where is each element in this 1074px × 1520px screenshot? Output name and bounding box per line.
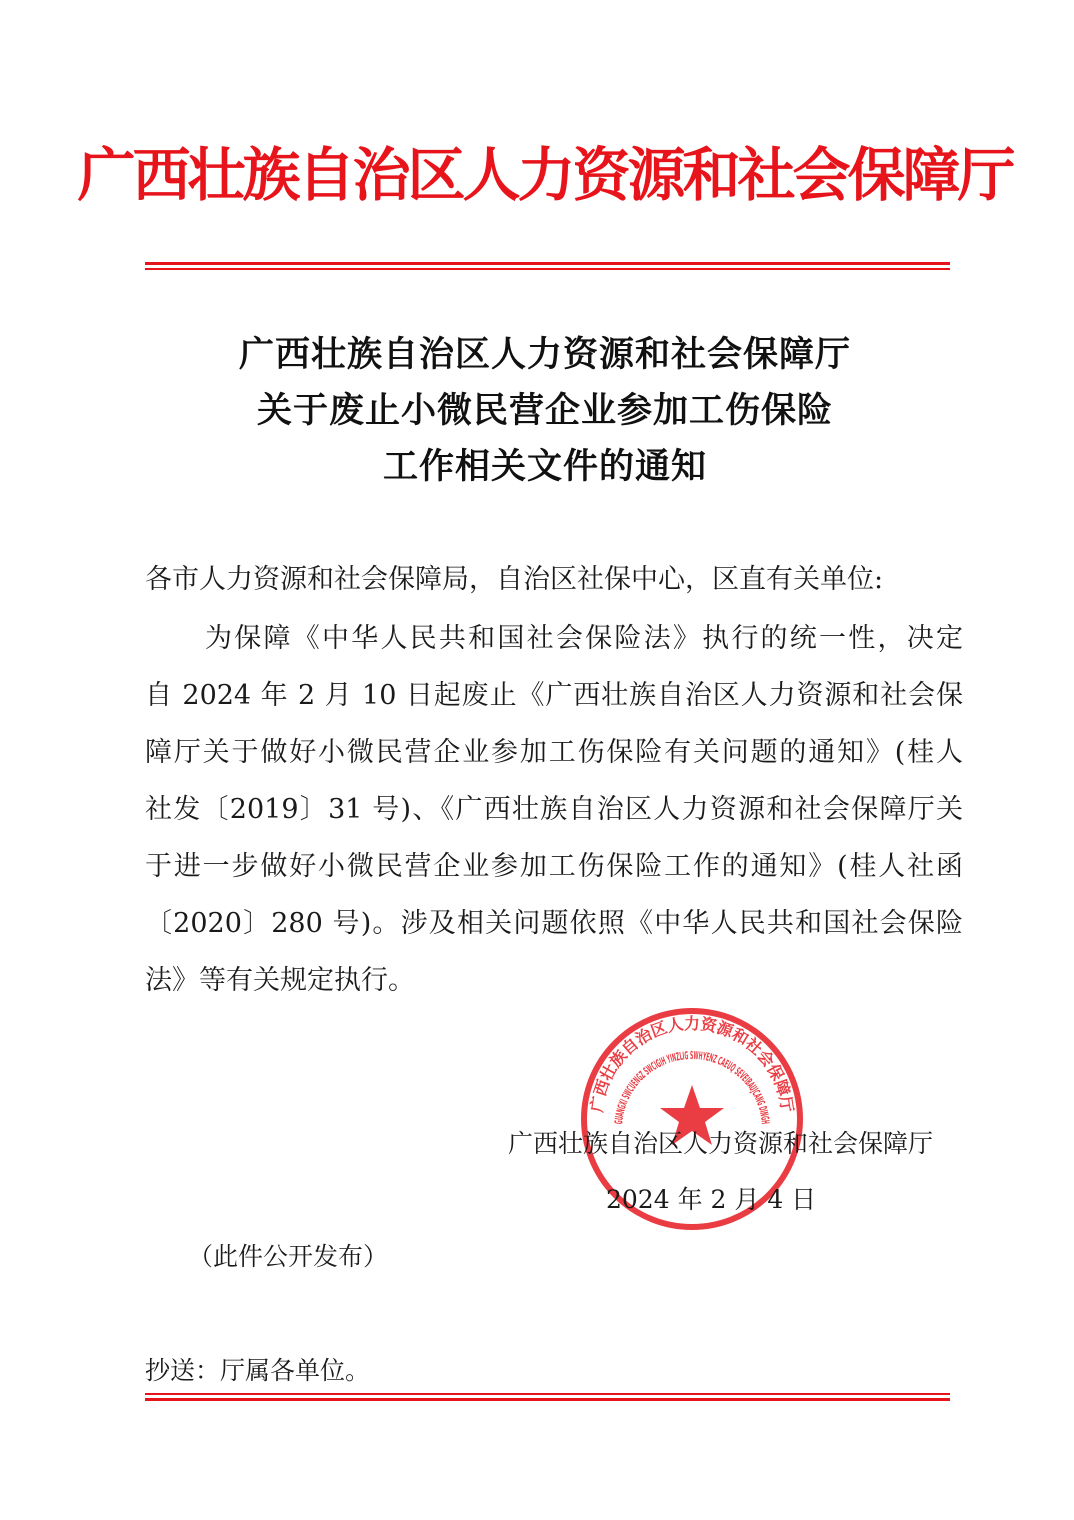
letterhead-rule-bottom xyxy=(145,268,950,270)
body-line: 为保障《中华人民共和国社会保险法》执行的统一性，决定 xyxy=(205,623,963,654)
document-title-line-1: 广西壮族自治区人力资源和社会保障厅 xyxy=(238,335,851,375)
cc-line: 抄送：厅属各单位。 xyxy=(145,1356,371,1385)
signature-date: 2024 年 2 月 4 日 xyxy=(606,1185,817,1214)
body-line: 自 2024 年 2 月 10 日起废止《广西壮族自治区人力资源和社会保 xyxy=(145,680,963,711)
letterhead-title: 广西壮族自治区人力资源和社会保障厅 xyxy=(77,141,1013,209)
document-title-line-3: 工作相关文件的通知 xyxy=(382,447,707,487)
seal-text-cn: 广西壮族自治区人力资源和社会保障厅 xyxy=(587,1014,797,1114)
body-line: 障厅关于做好小微民营企业参加工伤保险有关问题的通知》(桂人 xyxy=(145,737,963,768)
public-release-note: （此件公开发布） xyxy=(188,1242,389,1271)
body-line: 社发〔2019〕31 号)、《广西壮族自治区人力资源和社会保障厅关 xyxy=(145,794,963,825)
footer-rule-bottom xyxy=(145,1398,950,1401)
body-line: 于进一步做好小微民营企业参加工伤保险工作的通知》(桂人社函 xyxy=(145,851,963,882)
letterhead-rule-top xyxy=(145,262,950,265)
document-title-line-2: 关于废止小微民营企业参加工伤保险 xyxy=(256,391,833,431)
salutation: 各市人力资源和社会保障局，自治区社保中心，区直有关单位: xyxy=(145,564,884,595)
seal-text-latin: GUANGXI SWCUENGZ SWCIGIH YINZLIG SWHYENZ CAEUQ SEVEIBAUJCANG DINGH xyxy=(612,1048,773,1130)
footer-rule-top xyxy=(145,1393,950,1395)
body-line: 〔2020〕280 号)。涉及相关问题依照《中华人民共和国社会保险 xyxy=(145,908,963,939)
body-line: 法》等有关规定执行。 xyxy=(145,965,415,996)
signature-organization: 广西壮族自治区人力资源和社会保障厅 xyxy=(508,1129,934,1158)
